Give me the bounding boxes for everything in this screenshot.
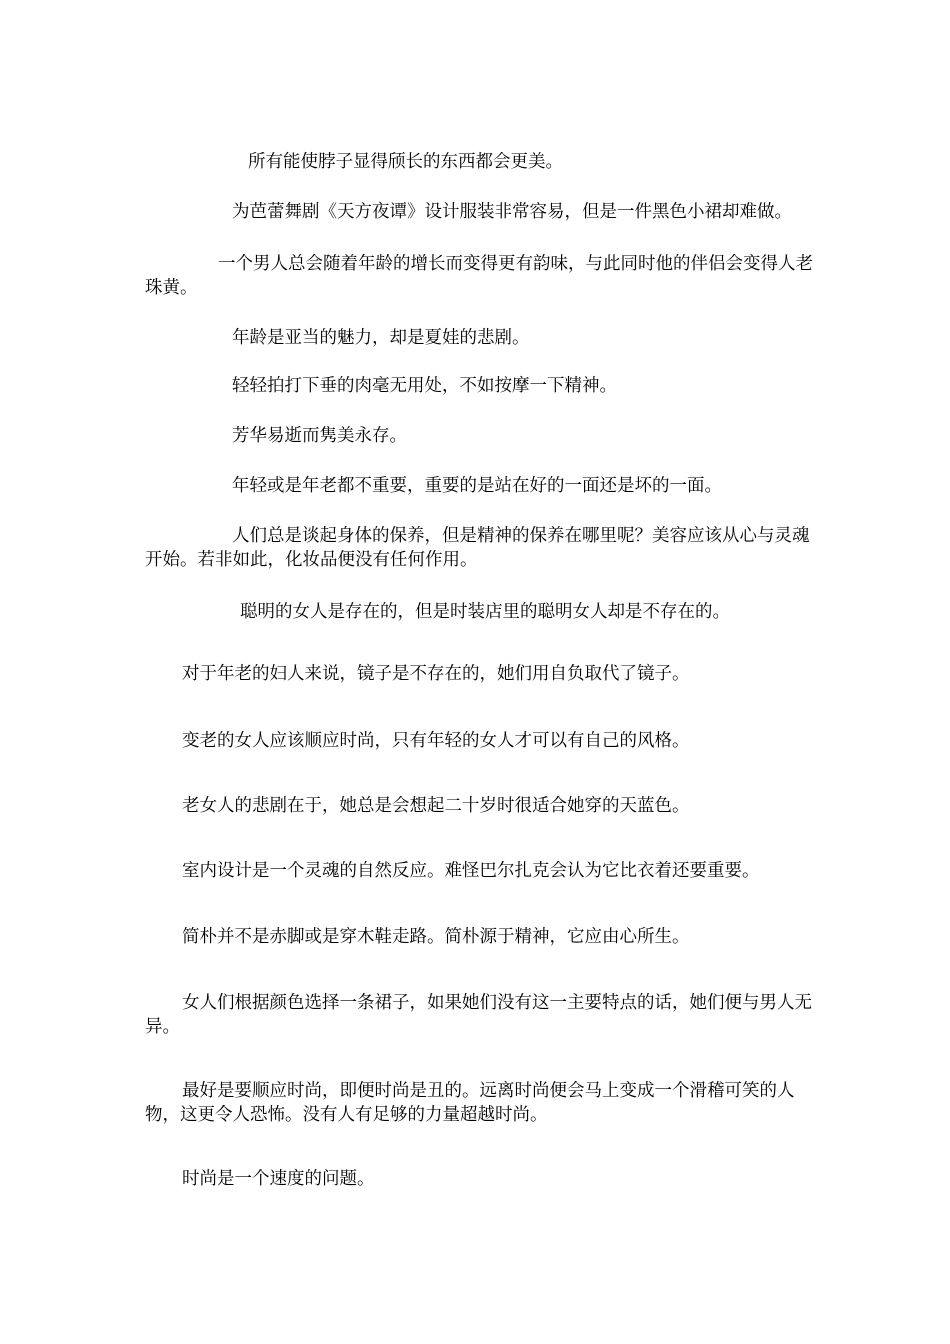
paragraph-11: 变老的女人应该顺应时尚，只有年轻的女人才可以有自己的风格。 — [182, 731, 690, 751]
paragraph-1: 所有能使脖子显得颀长的东西都会更美。 — [248, 152, 563, 172]
paragraph-5: 轻轻拍打下垂的肉毫无用处，不如按摩一下精神。 — [232, 376, 617, 396]
paragraph-7: 年轻或是年老都不重要，重要的是站在好的一面还是坏的一面。 — [232, 476, 722, 496]
paragraph-16: 最好是要顺应时尚，即便时尚是丑的。远离时尚便会马上变成一个滑稽可笑的人物，这更令人恐怖。没有人有足够的力量超越时尚。 — [145, 1081, 795, 1125]
paragraph-8: 人们总是谈起身体的保养，但是精神的保养在哪里呢？美容应该从心与灵魂开始。若非如此，化妆品便没有任何作用。 — [145, 526, 810, 570]
paragraph-15: 女人们根据颜色选择一条裙子，如果她们没有这一主要特点的话，她们便与男人无异。 — [145, 993, 812, 1037]
paragraph-9: 聪明的女人是存在的，但是时装店里的聪明女人却是不存在的。 — [240, 602, 730, 622]
paragraph-2: 为芭蕾舞剧《天方夜谭》设计服装非常容易，但是一件黑色小裙却难做。 — [232, 202, 792, 222]
paragraph-10: 对于年老的妇人来说，镜子是不存在的，她们用自负取代了镜子。 — [182, 664, 690, 684]
paragraph-4: 年龄是亚当的魅力，却是夏娃的悲剧。 — [232, 328, 530, 348]
paragraph-12: 老女人的悲剧在于，她总是会想起二十岁时很适合她穿的天蓝色。 — [182, 796, 690, 816]
paragraph-3: 一个男人总会随着年龄的增长而变得更有韵味，与此同时他的伴侣会变得人老珠黄。 — [145, 254, 813, 298]
paragraph-13: 室内设计是一个灵魂的自然反应。难怪巴尔扎克会认为它比衣着还要重要。 — [182, 861, 760, 881]
paragraph-17: 时尚是一个速度的问题。 — [182, 1169, 375, 1189]
paragraph-14: 简朴并不是赤脚或是穿木鞋走路。简朴源于精神，它应由心所生。 — [182, 927, 690, 947]
paragraph-6: 芳华易逝而隽美永存。 — [232, 426, 407, 446]
